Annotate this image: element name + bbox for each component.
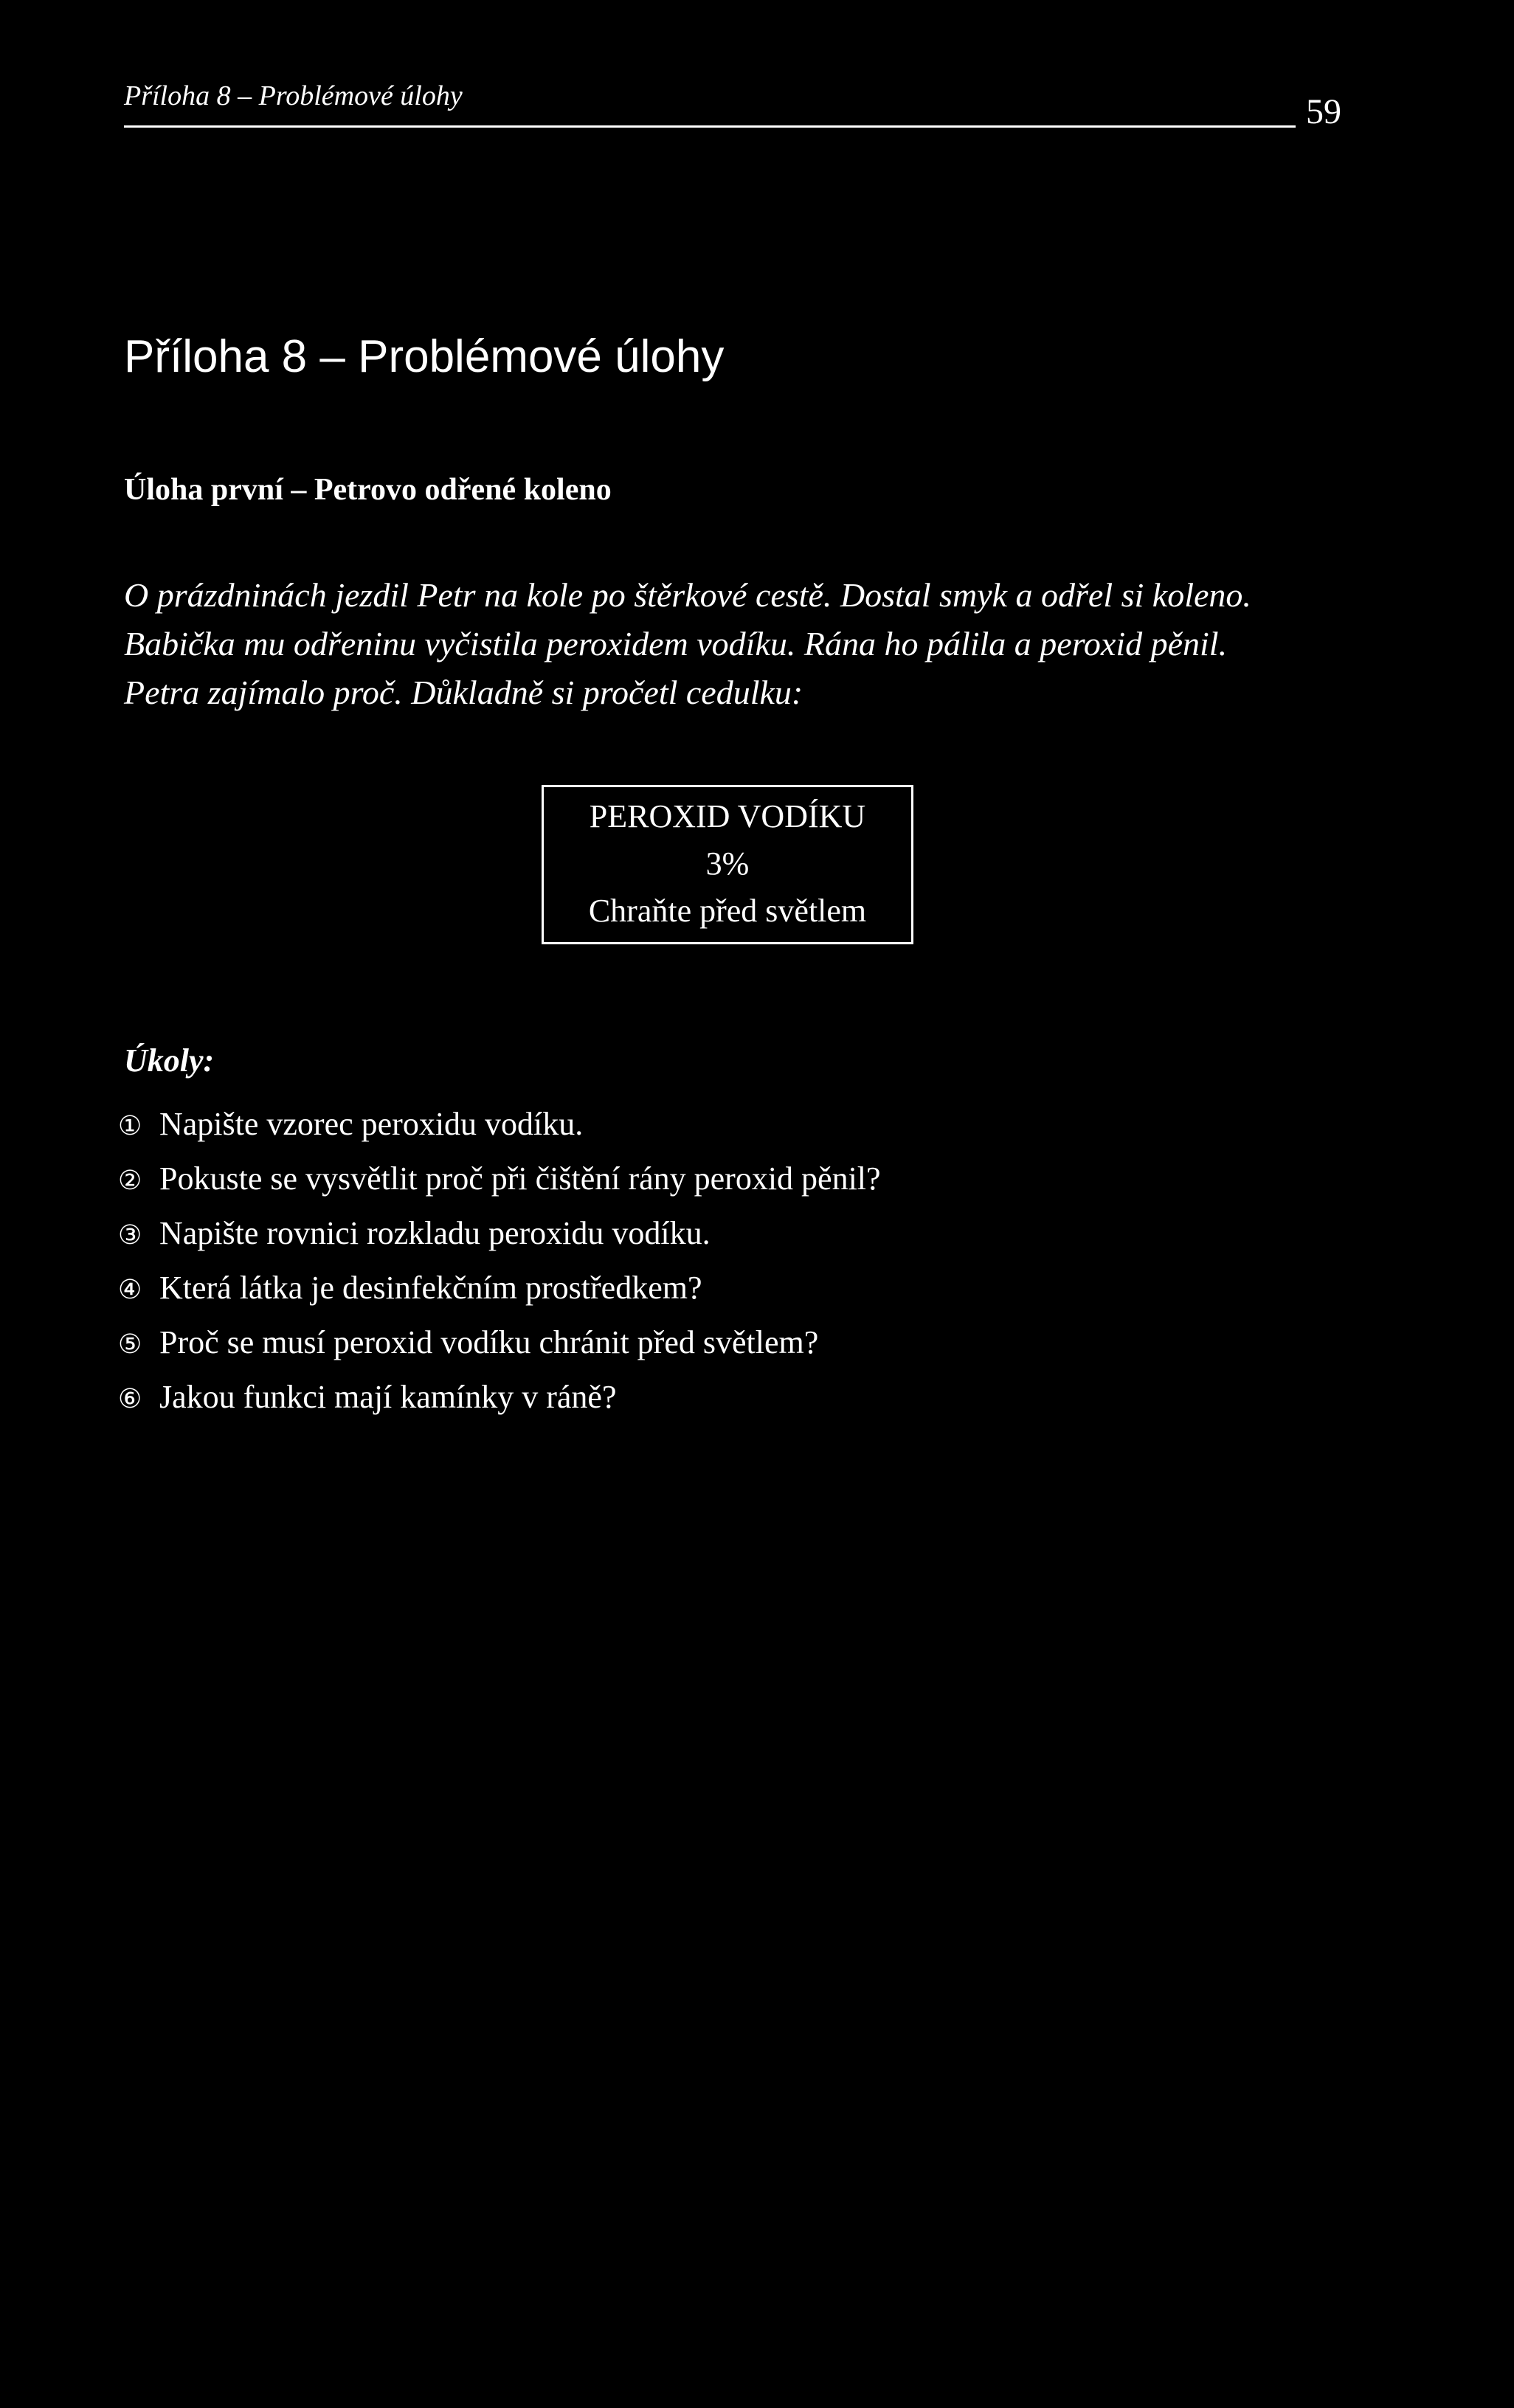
list-item xyxy=(118,1098,881,1152)
label-product-name: PEROXID VODÍKU xyxy=(589,798,866,834)
label-concentration: 3% xyxy=(705,845,750,882)
task-number: ③ xyxy=(118,1220,142,1250)
story-line: Babička mu odřeninu vyčistila peroxidem vodíku. Rána ho pálila a peroxid pěnil. xyxy=(124,625,1228,662)
story-paragraph xyxy=(124,571,1378,717)
task-text: Napište vzorec peroxidu vodíku. xyxy=(159,1106,584,1142)
header-rule xyxy=(124,125,1296,128)
task-text: Která látka je desinfekčním prostředkem? xyxy=(159,1270,702,1306)
task-number: ⑤ xyxy=(118,1329,142,1360)
task-number: ⑥ xyxy=(118,1384,142,1414)
task-number: ④ xyxy=(118,1275,142,1305)
list-item xyxy=(118,1316,881,1371)
list-item xyxy=(118,1371,881,1425)
running-header: Příloha 8 – Problémové úlohy xyxy=(124,80,463,111)
task-text: Napište rovnici rozkladu peroxidu vodíku. xyxy=(159,1215,711,1251)
task-number: ② xyxy=(118,1166,142,1196)
task-text: Proč se musí peroxid vodíku chránit před světlem? xyxy=(159,1324,819,1360)
list-item xyxy=(118,1207,881,1262)
task-text: Pokuste se vysvětlit proč při čištění rány peroxid pěnil? xyxy=(159,1160,881,1197)
label-warning: Chraňte před světlem xyxy=(588,893,867,929)
appendix-title: Příloha 8 – Problémové úlohy xyxy=(124,331,725,382)
story-line: Petra zajímalo proč. Důkladně si pročetl cedulku: xyxy=(124,674,803,711)
task-number: ① xyxy=(118,1111,142,1141)
page-number: 59 xyxy=(1306,92,1341,131)
task-text: Jakou funkci mají kamínky v ráně? xyxy=(159,1379,617,1415)
task-title: Úloha první – Petrovo odřené koleno xyxy=(124,473,612,507)
list-item xyxy=(118,1262,881,1316)
list-item xyxy=(118,1152,881,1207)
story-line: O prázdninách jezdil Petr na kole po štěrkové cestě. Dostal smyk a odřel si koleno. xyxy=(124,576,1251,614)
tasks-heading: Úkoly: xyxy=(124,1042,215,1079)
task-list xyxy=(118,1098,881,1425)
product-label-box xyxy=(542,785,913,944)
